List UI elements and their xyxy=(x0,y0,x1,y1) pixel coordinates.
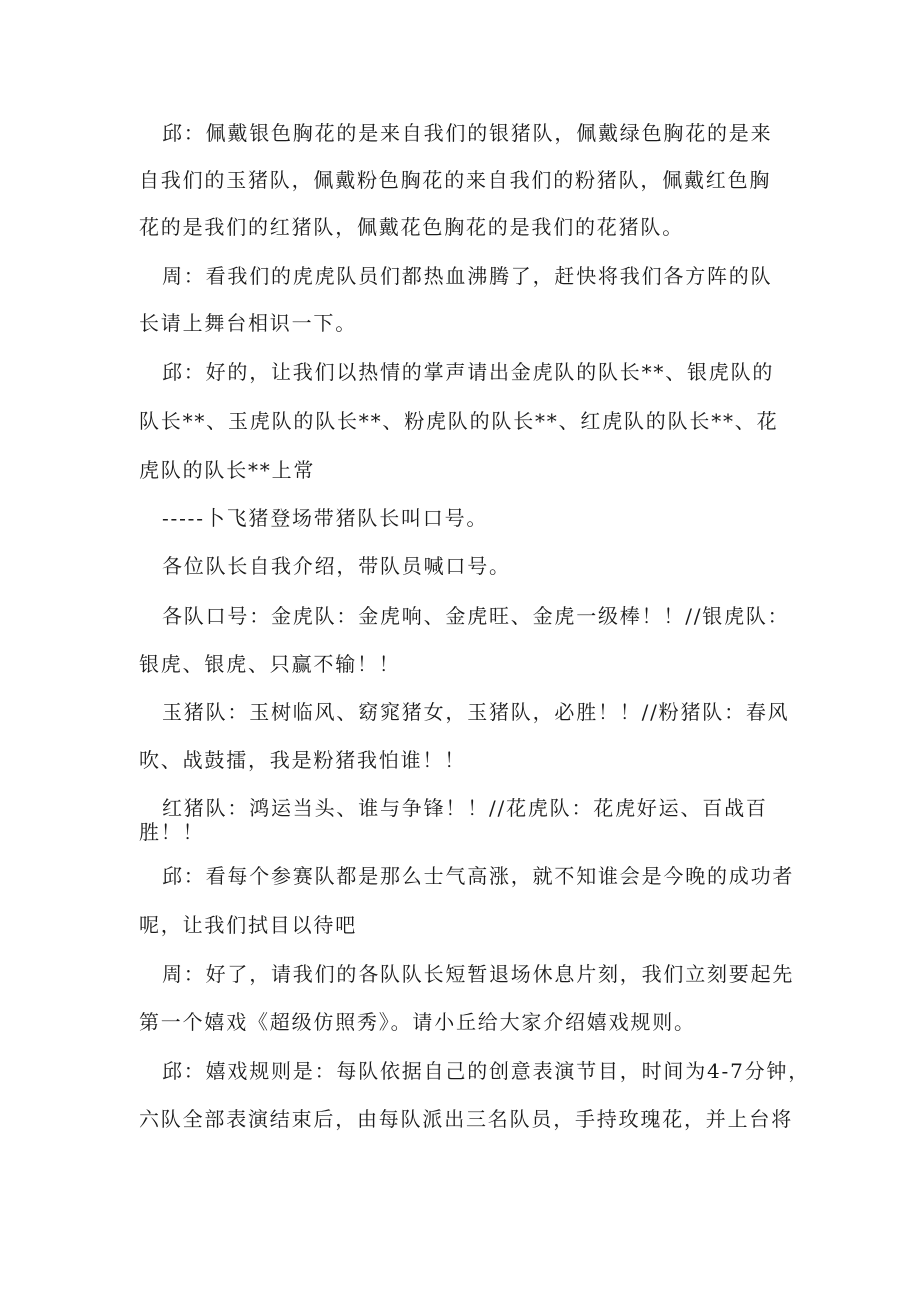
text-line: 自我们的玉猪队，佩戴粉色胸花的来自我们的粉猪队，佩戴红色胸 xyxy=(139,168,772,192)
text-line: 花的是我们的红猪队，佩戴花色胸花的是我们的花猪队。 xyxy=(139,215,684,239)
text-line: 吹、战鼓擂，我是粉猪我怕谁！！ xyxy=(139,748,466,772)
text-line: 邱：嬉戏规则是：每队依据自己的创意表演节目，时间为4-7分钟， xyxy=(162,1059,811,1083)
text-line: 呢，让我们拭目以待吧 xyxy=(139,913,357,937)
text-line: 周：看我们的虎虎队员们都热血沸腾了，赶快将我们各方阵的队 xyxy=(162,264,773,288)
text-line: 长请上舞台相识一下。 xyxy=(139,311,357,335)
text-line: 队长**、玉虎队的队长**、粉虎队的队长**、红虎队的队长**、花 xyxy=(139,409,779,433)
text-line: -----卜飞猪登场带猪队长叫口号。 xyxy=(162,506,489,530)
text-line: 第一个嬉戏《超级仿照秀》。请小丘给大家介绍嬉戏规则。 xyxy=(139,1010,696,1034)
text-line: 虎队的队长**上常 xyxy=(139,458,316,482)
text-line: 银虎、银虎、只赢不输！！ xyxy=(139,652,401,676)
text-line: 玉猪队：玉树临风、窈窕猪女，玉猪队，必胜！！//粉猪队：春风 xyxy=(162,700,790,724)
text-line: 胜！！ xyxy=(139,820,205,844)
text-line: 六队全部表演结束后，由每队派出三名队员，手持玫瑰花，并上台将 xyxy=(139,1107,793,1131)
text-line: 周：好了，请我们的各队队长短暂退场休息片刻，我们立刻要起先 xyxy=(162,962,795,986)
text-line: 红猪队：鸿运当头、谁与争锋！！//花虎队：花虎好运、百战百 xyxy=(162,796,768,820)
text-line: 各队口号：金虎队：金虎响、金虎旺、金虎一级棒！！//银虎队： xyxy=(162,604,790,628)
text-line: 邱：看每个参赛队都是那么士气高涨，就不知谁会是今晚的成功者 xyxy=(162,864,795,888)
text-line: 各位队长自我介绍，带队员喊口号。 xyxy=(162,554,511,578)
text-line: 邱：佩戴银色胸花的是来自我们的银猪队，佩戴绿色胸花的是来 xyxy=(162,121,773,145)
text-line: 邱：好的，让我们以热情的掌声请出金虎队的队长**、银虎队的 xyxy=(162,360,775,384)
